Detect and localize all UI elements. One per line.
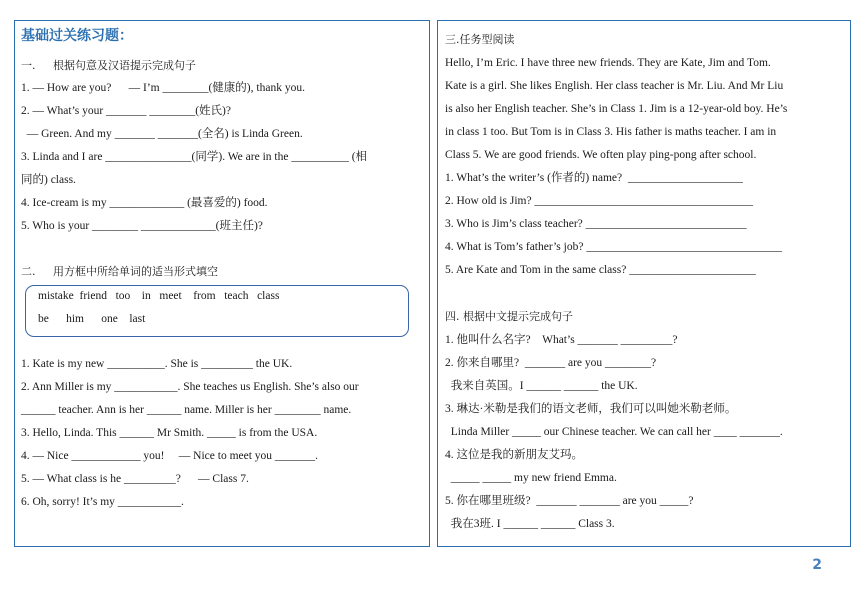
section1-title: 一. 根据句意及汉语提示完成句子: [21, 59, 196, 72]
section4-line-5: Linda Miller _____ our Chinese teacher. We can call her ____ _______.: [445, 426, 783, 438]
question-2: 2. How old is Jim? ______________________________________: [445, 195, 753, 207]
section4-line-7: _____ _____ my new friend Emma.: [445, 472, 617, 484]
section1-line-1: 1. — How are you? — I’m ________(健康的), thank you.: [21, 82, 305, 94]
passage-line-5: Class 5. We are good friends. We often play ping-pong after school.: [445, 149, 757, 161]
section1-line-2: 2. — What’s your _______ ________(姓氏)?: [21, 105, 231, 117]
section1-line-7: 5. Who is your ________ _____________(班主任)?: [21, 220, 263, 232]
exercise-heading: 基础过关练习题：: [21, 28, 133, 44]
section1-line-4: 3. Linda and I are _______________(同学). We are in the __________ (相: [21, 151, 368, 163]
question-5: 5. Are Kate and Tom in the same class? ______________________: [445, 264, 756, 276]
section4-line-4: 3. 琳达·米勒是我们的语文老师，我们可以叫她米勒老师。: [445, 403, 737, 415]
section2-line-1: 1. Kate is my new __________. She is _________ the UK.: [21, 358, 293, 370]
section4-line-3: 我来自英国。I ______ ______ the UK.: [445, 380, 638, 392]
section1-line-5: 同的) class.: [21, 174, 76, 186]
section4-line-2: 2. 你来自哪里? _______ are you ________?: [445, 357, 657, 369]
passage-line-1: Hello, I’m Eric. I have three new friends. They are Kate, Jim and Tom.: [445, 57, 771, 69]
section2-line-7: 6. Oh, sorry! It’s my ___________.: [21, 496, 184, 508]
word-box: [25, 285, 409, 337]
passage-line-4: in class 1 too. But Tom is in Class 3. His father is maths teacher. I am in: [445, 126, 777, 138]
section2-line-2: 2. Ann Miller is my ___________. She teaches us English. She’s also our: [21, 381, 359, 393]
section2-line-5: 4. — Nice ____________ you! — Nice to meet you _______.: [21, 450, 319, 462]
right-panel: [437, 20, 851, 547]
left-panel: [14, 20, 430, 547]
section1-line-3: — Green. And my _______ _______(全名) is Linda Green.: [21, 128, 303, 140]
question-3: 3. Who is Jim’s class teacher? ____________________________: [445, 218, 747, 230]
section4-line-6: 4. 这位是我的新朋友艾玛。: [445, 449, 583, 461]
section1-line-6: 4. Ice-cream is my _____________ (最喜爱的) food.: [21, 197, 268, 209]
section2-title: 二. 用方框中所给单词的适当形式填空: [21, 265, 218, 278]
section4-line-8: 5. 你在哪里班级? _______ _______ are you _____?: [445, 495, 694, 507]
section4-title: 四. 根据中文提示完成句子: [445, 310, 573, 323]
question-1: 1. What’s the writer’s (作者的) name? ____________________: [445, 172, 743, 184]
section2-line-3: ______ teacher. Ann is her ______ name. Miller is her ________ name.: [21, 404, 352, 416]
question-4: 4. What is Tom’s father’s job? __________________________________: [445, 241, 782, 253]
section4-line-1: 1. 他叫什么名字? What’s _______ _________?: [445, 334, 678, 346]
word-box-row-2: be him one last: [38, 313, 146, 325]
passage-line-3: is also her English teacher. She’s in Class 1. Jim is a 12-year-old boy. He’s: [445, 103, 788, 115]
section3-title: 三.任务型阅读: [445, 33, 515, 46]
section2-line-4: 3. Hello, Linda. This ______ Mr Smith. _____ is from the USA.: [21, 427, 318, 439]
section4-line-9: 我在3班. I ______ ______ Class 3.: [445, 518, 615, 530]
passage-line-2: Kate is a girl. She likes English. Her class teacher is Mr. Liu. And Mr Liu: [445, 80, 784, 92]
word-box-row-1: mistake friend too in meet from teach class: [38, 290, 280, 302]
section2-line-6: 5. — What class is he _________? — Class 7.: [21, 473, 249, 485]
page-number: 2: [812, 557, 822, 573]
